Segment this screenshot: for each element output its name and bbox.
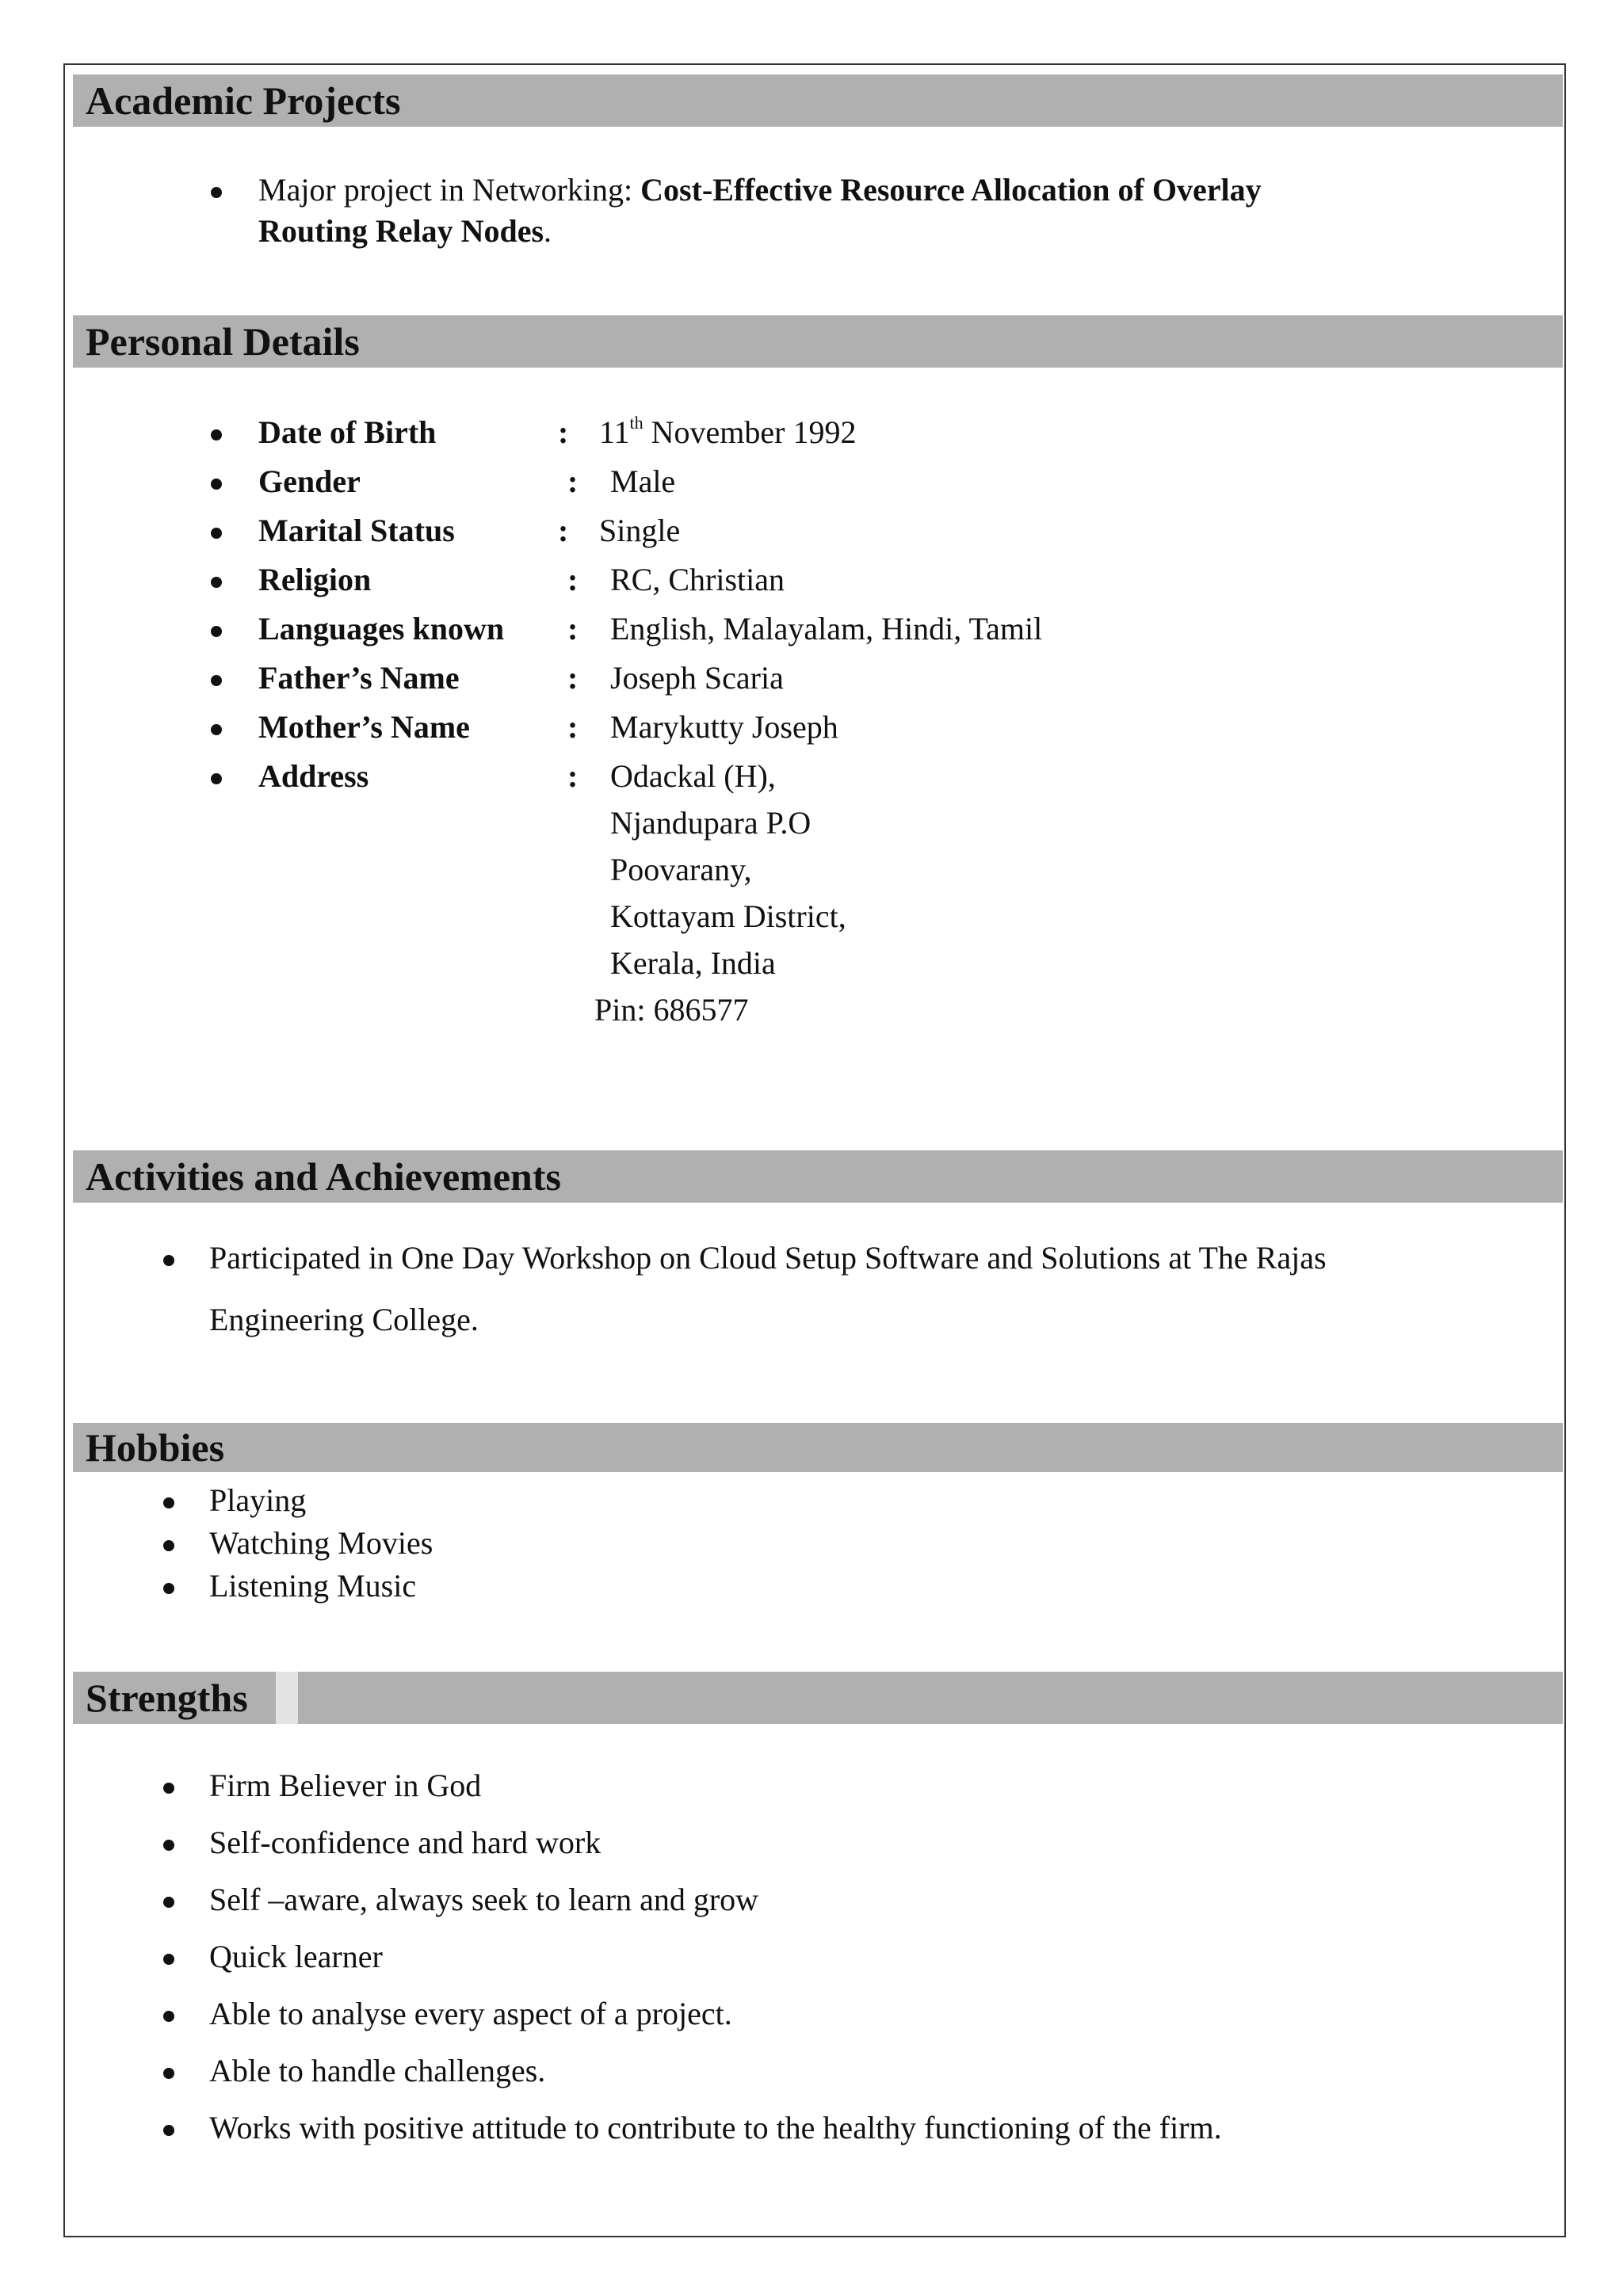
section-title: Personal Details xyxy=(86,319,360,364)
detail-colon: : xyxy=(567,463,579,499)
detail-value: Marykutty Joseph xyxy=(610,709,838,745)
detail-value: Joseph Scaria xyxy=(610,660,784,696)
detail-colon: : xyxy=(567,611,579,646)
section-title: Hobbies xyxy=(86,1425,225,1470)
bullet-dot xyxy=(163,2068,174,2079)
detail-colon: : xyxy=(567,758,579,794)
strength-item: Self –aware, always seek to learn and grow xyxy=(209,1882,759,1917)
bullet-dot xyxy=(211,626,222,637)
address-line: Kottayam District, xyxy=(610,898,846,934)
hobby-item: Watching Movies xyxy=(209,1525,433,1561)
section-header-personal-details xyxy=(73,315,1563,368)
bullet-dot xyxy=(163,1840,174,1851)
detail-value: English, Malayalam, Hindi, Tamil xyxy=(610,611,1043,646)
bullet-dot xyxy=(163,2011,174,2022)
strength-item: Works with positive attitude to contribute to the healthy functioning of the firm. xyxy=(209,2110,1222,2145)
detail-value: Male xyxy=(610,463,676,499)
address-pin: Pin: 686577 xyxy=(594,992,749,1028)
header-bar xyxy=(298,1672,1563,1724)
activity-item-line2: Engineering College. xyxy=(209,1302,479,1337)
bullet-dot xyxy=(211,724,222,735)
detail-colon: : xyxy=(567,660,579,696)
academic-project-item xyxy=(258,170,1447,252)
bullet-dot xyxy=(211,479,222,490)
address-line: Njandupara P.O xyxy=(610,805,812,841)
bullet-dot xyxy=(211,429,222,441)
section-header-strengths xyxy=(73,1672,1563,1724)
strength-item: Able to handle challenges. xyxy=(209,2053,546,2088)
bullet-dot xyxy=(211,675,222,686)
detail-colon: : xyxy=(567,709,579,745)
detail-value: RC, Christian xyxy=(610,562,785,597)
section-header-hobbies xyxy=(73,1423,1563,1472)
strength-item: Self-confidence and hard work xyxy=(209,1825,601,1860)
hobby-item: Listening Music xyxy=(209,1568,417,1604)
address-line: Kerala, India xyxy=(610,945,776,981)
bullet-dot xyxy=(211,577,222,588)
address-line: Poovarany, xyxy=(610,852,752,887)
bullet-dot xyxy=(163,1783,174,1794)
bullet-dot xyxy=(211,528,222,539)
strength-item: Firm Believer in God xyxy=(209,1768,482,1803)
detail-label: Mother’s Name xyxy=(258,709,470,745)
bullet-dot xyxy=(163,1255,174,1266)
section-header-academic-projects xyxy=(73,74,1563,127)
section-title: Activities and Achievements xyxy=(86,1154,561,1199)
strength-item: Able to analyse every aspect of a project. xyxy=(209,1996,732,2031)
bullet-dot xyxy=(163,1954,174,1965)
detail-value: Odackal (H), xyxy=(610,758,776,794)
strength-item: Quick learner xyxy=(209,1939,383,1974)
bullet-dot xyxy=(163,1897,174,1908)
bullet-dot xyxy=(211,187,222,198)
activity-item-line1: Participated in One Day Workshop on Cloud Setup Software and Solutions at The Rajas xyxy=(209,1240,1327,1276)
project-title-line1: Cost-Effective Resource Allocation of Overlay xyxy=(640,172,1262,208)
detail-label: Marital Status xyxy=(258,513,455,548)
section-header-activities xyxy=(73,1150,1563,1203)
detail-label: Date of Birth xyxy=(258,414,437,450)
bullet-dot xyxy=(163,1540,174,1551)
hobby-item: Playing xyxy=(209,1482,307,1518)
detail-colon: : xyxy=(558,513,569,548)
section-title: Strengths xyxy=(73,1672,276,1724)
bullet-dot xyxy=(163,1583,174,1594)
detail-label: Languages known xyxy=(258,611,505,646)
detail-label: Gender xyxy=(258,463,361,499)
project-title-line2: Routing Relay Nodes xyxy=(258,213,544,249)
detail-value: 11th November 1992 xyxy=(599,413,857,450)
detail-colon: : xyxy=(567,562,579,597)
detail-colon: : xyxy=(558,414,569,450)
project-prefix: Major project in Networking: xyxy=(258,172,641,208)
header-gap xyxy=(276,1672,298,1724)
bullet-dot xyxy=(211,773,222,784)
section-title: Academic Projects xyxy=(86,78,401,123)
project-suffix: . xyxy=(544,213,552,249)
bullet-dot xyxy=(163,2125,174,2136)
detail-value: Single xyxy=(599,513,681,548)
detail-label: Address xyxy=(258,758,369,794)
detail-label: Religion xyxy=(258,562,372,597)
detail-label: Father’s Name xyxy=(258,660,460,696)
bullet-dot xyxy=(163,1497,174,1508)
